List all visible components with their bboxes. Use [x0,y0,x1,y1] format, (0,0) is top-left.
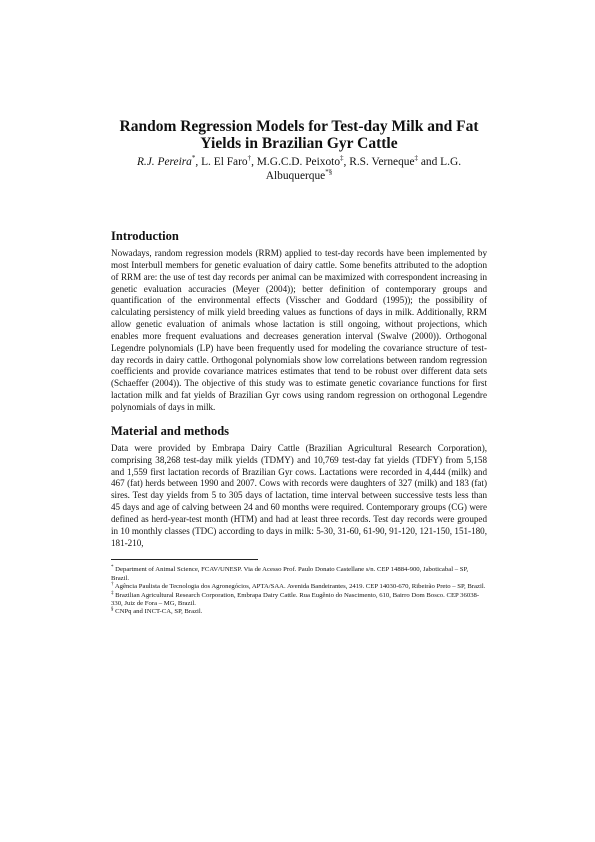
footnote-1-mark: * [111,565,114,571]
author-1-mark: * [191,154,196,163]
author-3: M.G.C.D. Peixoto [256,156,341,168]
footnotes [111,566,487,616]
footnote-divider [111,559,258,560]
author-5-mark: *§ [325,168,333,177]
author-1: R.J. Pereira [136,156,192,168]
paper-title [111,118,487,152]
footnote-2-text: Agência Paulista de Tecnologia dos Agronegócios, APTA/SAA. Avenida Bandeirantes, 2419. CEP 14030-670, Ribeirão Preto – SP, Brazil. [114,583,486,591]
material-methods-paragraph: Data were provided by Embrapa Dairy Cattle (Brazilian Agricultural Research Corporation), comprising 38,268 test-day milk yields (TDMY) and 10,769 test-day fat yields (TDFY) from 5,158 and 1,559 first lactation records of Brazilian Gyr cows. Lactations were recorded in 4,444 (milk) and 467 (fat) herds between 1990 and 2007. Cows with records were daughters of 327 (milk) and 183 (fat) sires. Test day yields from 5 to 305 days of lactation, time interval between successive tests less than 45 days and age of calving between 24 and 60 months were required. Contemporary groups (CG) were defined as herd-year-test month (HTM) and had at least three records. Test day records were grouped in 10 monthly classes (TDC) according to days in milk: 5-30, 31-60, 61-90, 91-120, 121-150, 151-180, 181-210, [111,442,487,548]
author-5: L.G. Albuquerque [265,156,462,182]
author-list: R.J. Pereira*, L. El Faro†, M.G.C.D. Peixoto‡, R.S. Verneque‡ and L.G. Albuquerque*§ [136,154,462,182]
title-line-2: Yields in Brazilian Gyr Cattle [200,135,398,152]
introduction-paragraph: Nowadays, random regression models (RRM) applied to test-day records have been implemented by most Interbull members for genetic evaluation of dairy cattle. Some benefits attributed to the adoption of RRM are: the use of test day records per animal can be maximized with correspondent increasing in genetic evaluation accuracies (Meyer (2004)); better definition of contemporary groups and quantification of the environmental effects (Visscher and Goddard (1995)); the possibility of calculating persistency of milk yield breeding values as functions of days in milk. Additionally, RRM allow genetic evaluation of animals whose lactation is still ongoing, without projections, which enables more frequent evaluations and decreases generation interval (Swalve (2000)). Orthogonal Legendre polynomials (LP) have been frequently used for modeling the covariance structure of test-day records in dairy cattle. Orthogonal polynomials show low correlations between random regression coefficients and provide covariance matrices estimates that tend to be robust over different data sets (Schaeffer (2004)). The objective of this study was to estimate genetic covariance functions for first lactation milk and fat yields of Brazilian Gyr cows using random regression on orthogonal Legendre polynomials of days in milk. [111,248,487,412]
footnote-2-mark: † [111,581,114,587]
footnote-3 [111,592,487,609]
footnote-3-text: Brazilian Agricultural Research Corporation, Embrapa Dairy Cattle. Rua Eugênio do Nascimento, 610, Bairro Dom Bosco. CEP 36038-330, Juiz de Fora – MG, Brazil. [111,591,480,608]
introduction-heading: Introduction [111,229,179,243]
footnote-1-text: Department of Animal Science, FCAV/UNESP. Via de Acesso Prof. Paulo Donato Castellane s/n. CEP 14884-900, Jaboticabal – SP, Brazil. [111,566,469,582]
author-2-mark: † [247,154,252,163]
author-3-mark: ‡ [340,154,344,163]
footnote-4-text: CNPq and INCT-CA, SP, Brazil. [115,608,203,616]
author-4-mark: ‡ [414,154,419,163]
author-4: R.S. Verneque [349,156,415,168]
author-2: L. El Faro [201,156,248,168]
material-methods-heading: Material and methods [111,423,230,438]
footnote-1 [111,566,487,583]
footnote-4 [111,608,487,616]
title-line-1: Random Regression Models for Test-day Milk and Fat [119,118,479,135]
footnote-3-mark: ‡ [111,590,114,596]
footnote-2 [111,583,487,591]
paper-page [111,118,487,617]
footnote-4-mark: § [111,607,114,613]
